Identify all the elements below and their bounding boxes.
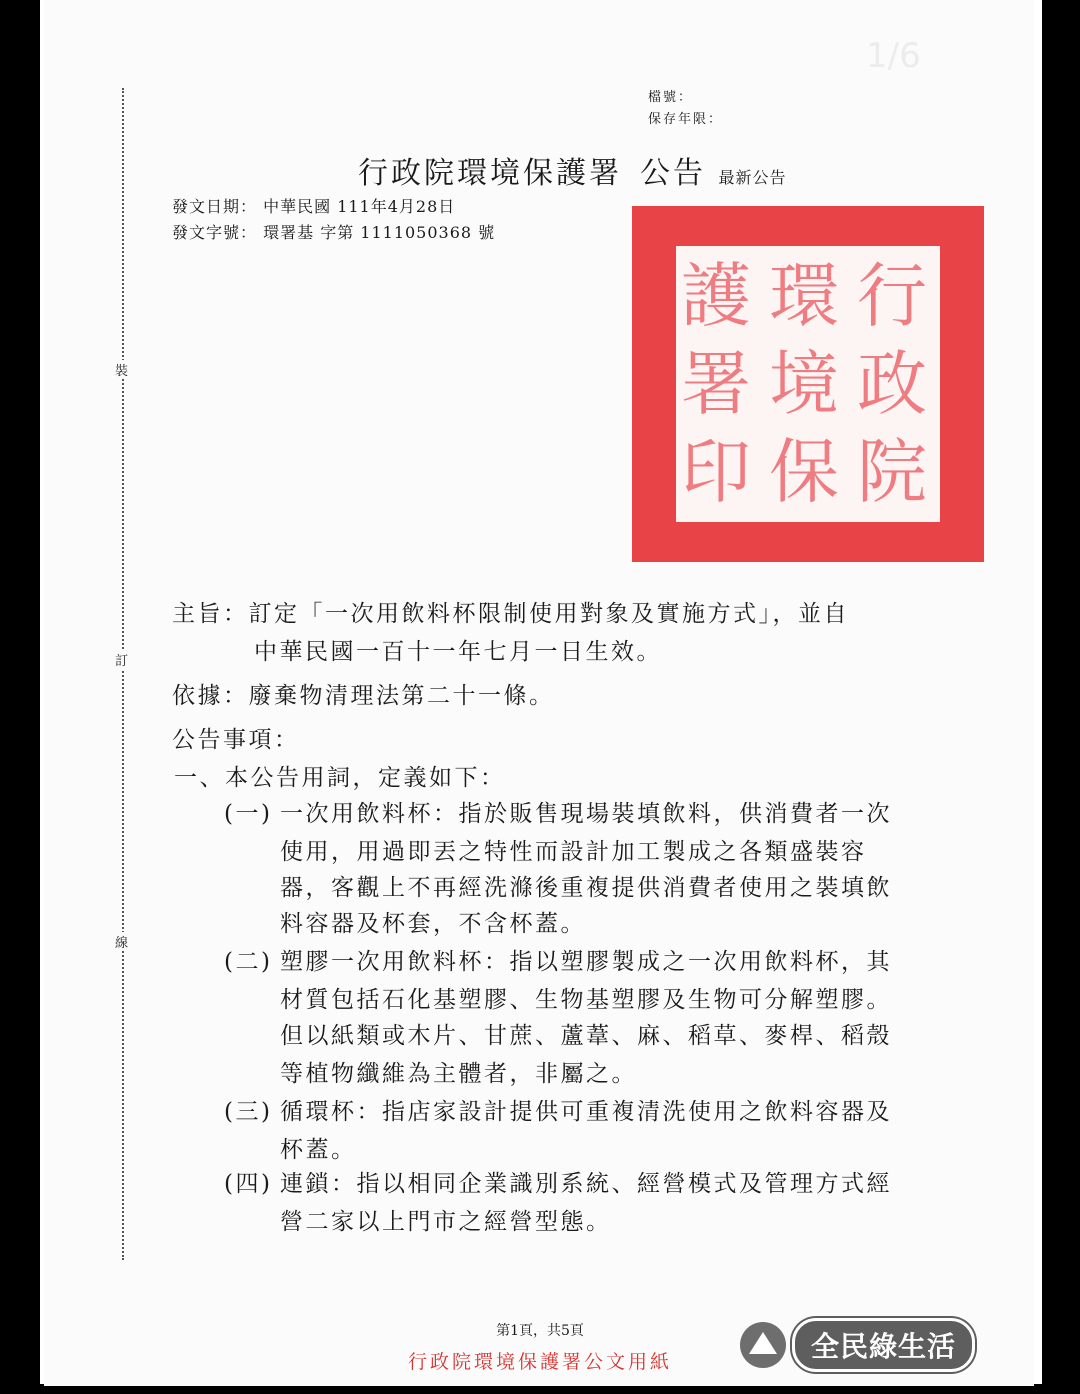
retention-period-label: 保存年限：	[648, 112, 724, 127]
item-4-line-1: 連鎖：指以相同企業識別系統、經營模式及管理方式經	[280, 1171, 892, 1197]
document-ref-label: 發文字號：	[172, 223, 258, 242]
faint-page-mark: 1/6	[866, 36, 921, 76]
binding-char-ding: 訂	[115, 650, 128, 669]
item-3-number: (三)	[224, 1099, 273, 1125]
basis-line	[172, 680, 555, 712]
subject-text-2: 中華民國一百十一年七月一日生效。	[254, 639, 662, 665]
file-number-label: 檔號：	[648, 90, 694, 105]
issue-date-row	[172, 194, 455, 217]
seal-column-1: 行政院	[857, 255, 927, 513]
title-tag: 最新公告	[718, 168, 787, 187]
title-doc-type: 公告	[640, 156, 706, 191]
item-1-line-3: 器，客觀上不再經洗滌後重複提供消費者使用之裝填飲	[280, 875, 892, 901]
item-2-line-4: 等植物纖維為主體者，非屬之。	[280, 1061, 637, 1087]
binding-char-xian: 線	[115, 932, 128, 951]
left-dark-edge	[0, 0, 40, 1394]
seal-column-2: 環境保	[769, 255, 839, 513]
watermark-logo	[740, 1318, 975, 1372]
item-4-number: (四)	[224, 1171, 273, 1197]
mountain-icon	[740, 1322, 786, 1368]
right-dark-edge	[1042, 0, 1080, 1394]
page-title	[358, 148, 787, 192]
seal-column-3: 護署印	[681, 255, 751, 513]
item-1-number: (一)	[224, 801, 273, 827]
item-2-line-3: 但以紙類或木片、甘蔗、蘆葦、麻、稻草、麥桿、稻殼	[280, 1023, 892, 1049]
subject-text-1: 訂定「一次用飲料杯限制使用對象及實施方式」，並自	[248, 601, 849, 627]
item-4-line-2: 營二家以上門市之經營型態。	[280, 1209, 612, 1235]
item-3-line-1: 循環杯：指店家設計提供可重複清洗使用之飲料容器及	[280, 1099, 892, 1125]
official-seal-stamp	[632, 206, 984, 562]
page-number: 第1頁，共5頁	[496, 1323, 584, 1339]
issue-date-label: 發文日期：	[172, 197, 258, 216]
footer-stationery-label: 行政院環境保護署公文用紙	[408, 1351, 673, 1373]
item-3-line-2: 杯蓋。	[280, 1137, 357, 1163]
basis-label: 依據：	[172, 683, 249, 709]
item-1-line-2: 使用，用過即丟之特性而設計加工製成之各類盛裝容	[280, 839, 867, 865]
binding-dotted-line	[122, 88, 124, 1260]
item-2-number: (二)	[224, 949, 273, 975]
binding-char-zhuang: 裝	[115, 360, 128, 379]
item-1-line-1: 一次用飲料杯：指於販售現場裝填飲料，供消費者一次	[280, 801, 892, 827]
watermark-text: 全民綠生活	[792, 1318, 975, 1372]
item-2-line-1: 塑膠一次用飲料杯：指以塑膠製成之一次用飲料杯，其	[280, 949, 892, 975]
title-agency: 行政院環境保護署	[358, 156, 622, 191]
section-1-title: 一、本公告用詞，定義如下：	[174, 765, 506, 791]
subject-line-1	[172, 598, 849, 630]
items-label: 公告事項：	[172, 727, 300, 753]
issue-date-value: 中華民國 111年4月28日	[263, 197, 456, 216]
item-1-line-4: 料容器及杯套，不含杯蓋。	[280, 911, 586, 937]
subject-label: 主旨：	[172, 601, 249, 627]
document-ref-value: 環署基 字第 1111050368 號	[263, 223, 496, 242]
document-ref-row	[172, 220, 495, 243]
seal-inner-field	[676, 246, 940, 522]
basis-text: 廢棄物清理法第二十一條。	[248, 683, 555, 709]
item-2-line-2: 材質包括石化基塑膠、生物基塑膠及生物可分解塑膠。	[280, 987, 892, 1013]
